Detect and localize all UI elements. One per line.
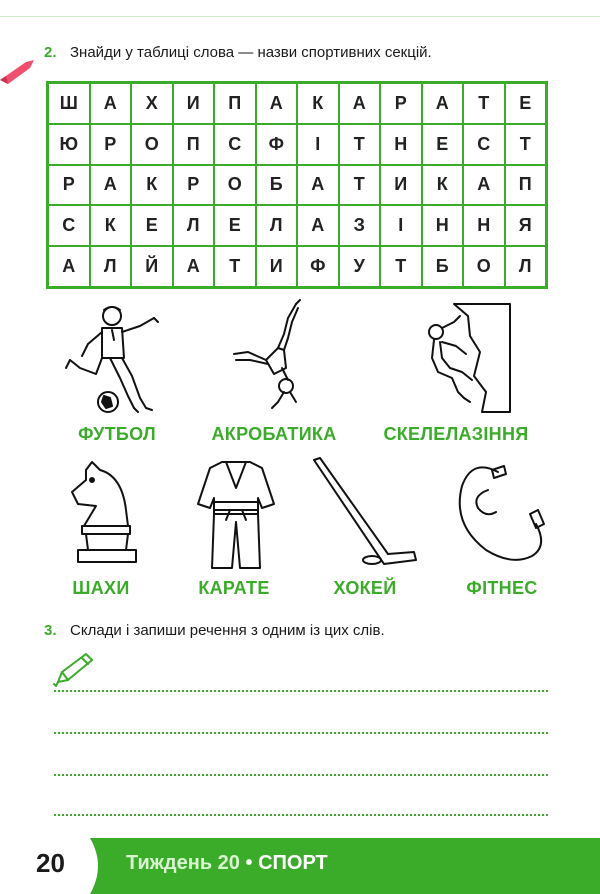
bookmark-ribbon-icon [0,58,34,86]
page-number: 20 [36,848,65,878]
grid-cell[interactable]: К [132,166,172,205]
chess-knight-icon [64,458,144,570]
kimono-icon [196,458,276,570]
grid-cell[interactable]: Х [132,84,172,123]
grid-cell[interactable]: Е [423,125,463,164]
pencil-icon [52,650,94,693]
grid-cell[interactable]: С [464,125,504,164]
grid-cell[interactable]: А [423,84,463,123]
football-player-icon [62,302,162,418]
grid-cell[interactable]: Р [49,166,89,205]
grid-cell[interactable]: О [464,247,504,286]
grid-cell[interactable]: П [506,166,546,205]
task-3-number: 3. [44,622,57,639]
grid-cell[interactable]: Л [257,206,297,245]
grid-cell[interactable]: Й [132,247,172,286]
grid-cell[interactable]: И [257,247,297,286]
answer-line[interactable] [54,814,548,816]
grid-cell[interactable]: И [174,84,214,123]
grid-cell[interactable]: К [298,84,338,123]
grid-cell[interactable]: Н [423,206,463,245]
grid-cell[interactable]: Н [464,206,504,245]
climber-icon [420,302,516,414]
grid-cell[interactable]: П [174,125,214,164]
task-3-text: Склади і запиши речення з одним із цих слів. [70,622,385,639]
footer-title [126,852,328,875]
task-2-text: Знайди у таблиці слова — назви спортивних секцій. [70,44,432,61]
grid-cell[interactable]: А [340,84,380,123]
grid-cell[interactable]: К [423,166,463,205]
grid-cell[interactable]: Л [174,206,214,245]
grid-cell[interactable]: Т [215,247,255,286]
grid-cell[interactable]: Е [506,84,546,123]
label-football: ФУТБОЛ [78,424,156,444]
grid-cell[interactable]: Ф [257,125,297,164]
footer-topic: СПОРТ [258,852,328,874]
grid-cell[interactable]: Б [257,166,297,205]
answer-line[interactable] [54,690,548,692]
grid-cell[interactable]: Л [91,247,131,286]
grid-cell[interactable]: Р [381,84,421,123]
label-hockey: ХОКЕЙ [333,578,397,598]
grid-cell[interactable]: К [91,206,131,245]
grid-cell[interactable]: Т [506,125,546,164]
grid-cell[interactable]: А [298,166,338,205]
grid-cell[interactable]: І [298,125,338,164]
grid-cell[interactable]: Ш [49,84,89,123]
grid-cell[interactable]: Я [506,206,546,245]
task-2-number: 2. [44,44,57,61]
grid-cell[interactable]: И [381,166,421,205]
grid-cell[interactable]: Ю [49,125,89,164]
label-fitness: ФІТНЕС [466,578,538,598]
grid-cell[interactable]: Л [506,247,546,286]
grid-cell[interactable]: З [340,206,380,245]
grid-cell[interactable]: Т [340,166,380,205]
grid-cell[interactable]: І [381,206,421,245]
grid-cell[interactable]: Т [381,247,421,286]
grid-cell[interactable]: Р [174,166,214,205]
label-karate: КАРАТЕ [198,578,270,598]
word-search-grid [46,81,548,289]
grid-cell[interactable]: О [132,125,172,164]
label-acrobatics: АКРОБАТИКА [211,424,337,444]
grid-cell[interactable]: А [49,247,89,286]
grid-cell[interactable]: Н [381,125,421,164]
grid-cell[interactable]: Ф [298,247,338,286]
jump-rope-icon [452,460,552,570]
grid-cell[interactable]: Е [215,206,255,245]
grid-cell[interactable]: А [298,206,338,245]
hockey-stick-icon [310,456,420,568]
grid-cell[interactable]: Т [464,84,504,123]
answer-line[interactable] [54,732,548,734]
label-climbing: СКЕЛЕЛАЗІННЯ [383,424,529,444]
grid-cell[interactable]: А [257,84,297,123]
grid-cell[interactable]: С [49,206,89,245]
grid-cell[interactable]: Б [423,247,463,286]
grid-cell[interactable]: А [174,247,214,286]
footer-week: Тиждень 20 [126,852,240,874]
top-rule [0,0,600,17]
grid-cell[interactable]: О [215,166,255,205]
grid-cell[interactable]: У [340,247,380,286]
grid-cell[interactable]: П [215,84,255,123]
footer-separator: • [239,852,259,874]
label-chess: ШАХИ [72,578,130,598]
acrobat-icon [226,298,336,416]
grid-cell[interactable]: А [464,166,504,205]
answer-line[interactable] [54,774,548,776]
grid-cell[interactable]: А [91,166,131,205]
grid-cell[interactable]: Е [132,206,172,245]
grid-cell[interactable]: Т [340,125,380,164]
grid-cell[interactable]: А [91,84,131,123]
grid-cell[interactable]: Р [91,125,131,164]
grid-cell[interactable]: С [215,125,255,164]
